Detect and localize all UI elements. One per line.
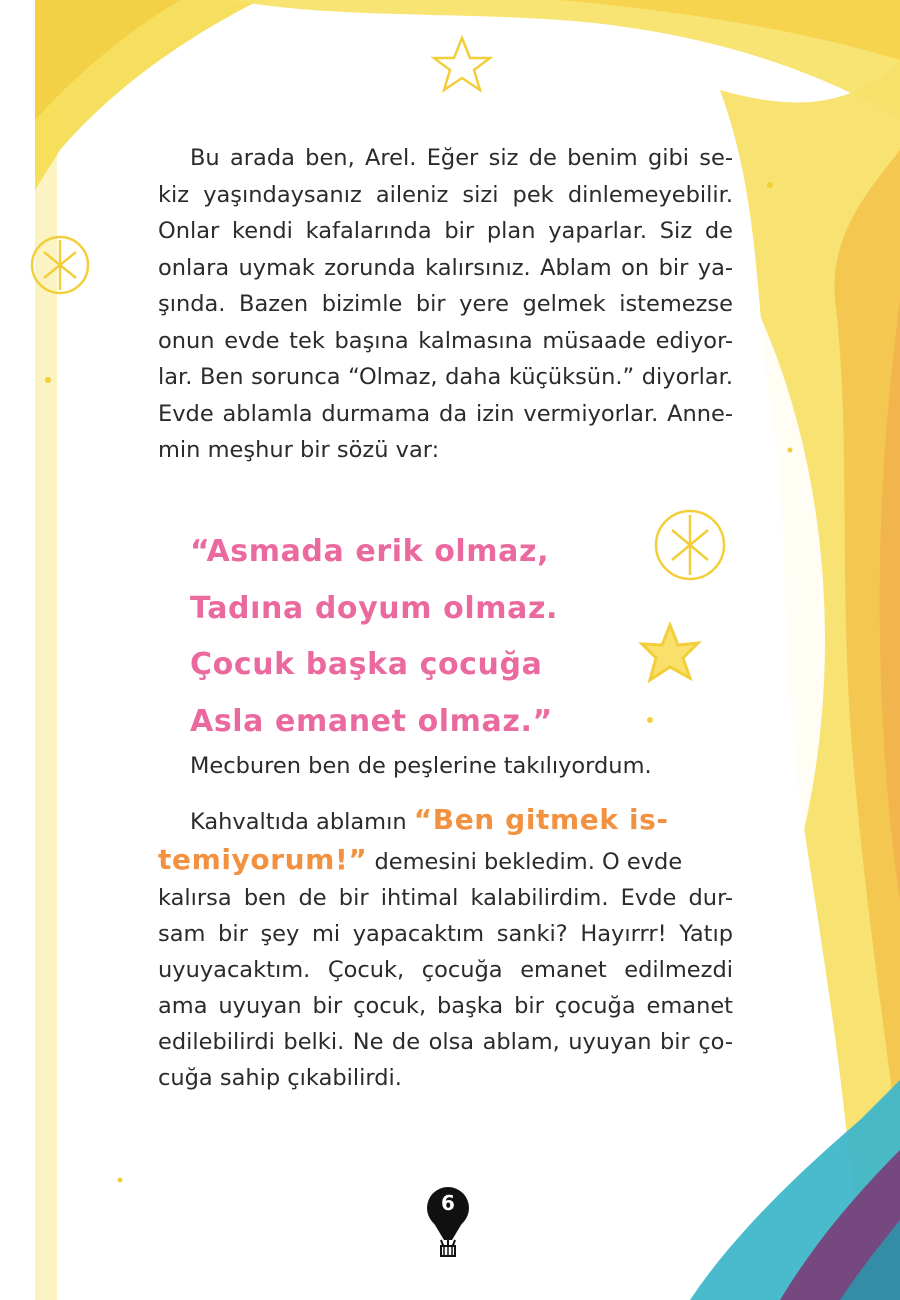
paragraph-1 bbox=[158, 140, 733, 469]
paragraph-1-line-2: kiz yaşındaysanız aileniz sizi pek dinlemeyebilir. bbox=[158, 181, 733, 208]
paragraph-3-prefix: Kahvaltıda ablamın bbox=[190, 809, 407, 835]
paragraph-3-line-2-suffix: demesini bekledim. O evde bbox=[374, 849, 683, 875]
highlight-quote-part-2: temiyorum!” bbox=[158, 843, 368, 876]
paragraph-1-line-8: Evde ablamla durmama da izin vermiyorlar. Anne- bbox=[158, 400, 733, 427]
paragraph-3-line-7: edilebilirdi belki. Ne de olsa ablam, uyuyan bir ço- bbox=[158, 1029, 733, 1055]
page-number-badge bbox=[424, 1186, 472, 1258]
paragraph-3-line-3: kalırsa ben de bir ihtimal kalabilirdim. Evde dur- bbox=[158, 885, 733, 911]
poem-line-3: Çocuk başka çocuğa bbox=[190, 647, 543, 682]
poem-line-2: Tadına doyum olmaz. bbox=[190, 590, 559, 626]
poem-quote bbox=[190, 524, 558, 750]
paragraph-1-line-1: Bu arada ben, Arel. Eğer siz de benim gibi se- bbox=[190, 145, 733, 171]
paragraph-3 bbox=[158, 800, 733, 1096]
paragraph-2: Mecburen ben de peşlerine takılıyordum. bbox=[190, 753, 652, 779]
paragraph-3-line-4: sam bir şey mi yapacaktım sanki? Hayırrr! Yatıp bbox=[158, 921, 733, 947]
poem-line-4: Asla emanet olmaz.” bbox=[190, 703, 553, 739]
paragraph-3-line-5: uyuyacaktım. Çocuk, çocuğa emanet edilmezdi bbox=[158, 957, 733, 983]
highlight-quote-part-1: “Ben gitmek is- bbox=[413, 803, 669, 836]
paragraph-3-line-8: cuğa sahip çıkabilirdi. bbox=[158, 1065, 402, 1091]
paragraph-1-line-3: Onlar kendi kafalarında bir plan yaparlar. Siz de bbox=[158, 218, 733, 244]
paragraph-3-line-6: ama uyuyan bir çocuk, başka bir çocuğa emanet bbox=[158, 993, 733, 1019]
paragraph-1-line-4: onlara uymak zorunda kalırsınız. Ablam on bir ya- bbox=[158, 254, 733, 281]
paragraph-1-line-5: şında. Bazen bizimle bir yere gelmek istemezse bbox=[158, 291, 733, 317]
paragraph-1-line-7: lar. Ben sorunca “Olmaz, daha küçüksün.” diyorlar. bbox=[158, 364, 733, 390]
poem-line-1: “Asmada erik olmaz, bbox=[190, 534, 550, 569]
paragraph-1-line-6: onun evde tek başına kalmasına müsaade ediyor- bbox=[158, 327, 733, 354]
page-number: 6 bbox=[441, 1191, 455, 1215]
left-yellow-strip bbox=[35, 0, 57, 1300]
paragraph-1-line-9: min meşhur bir sözü var: bbox=[158, 437, 440, 463]
